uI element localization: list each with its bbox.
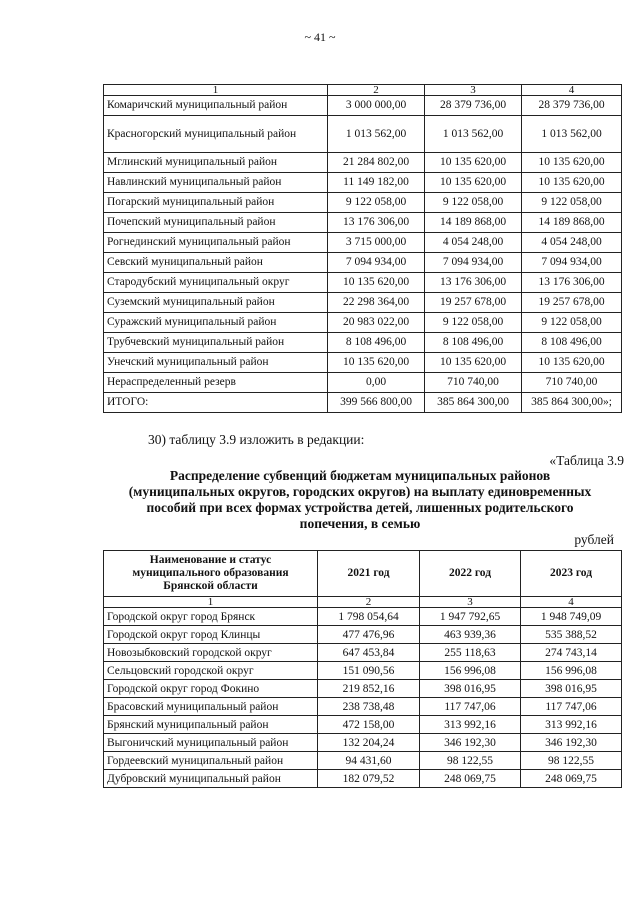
amount-cell: 477 476,96 <box>318 626 420 644</box>
amount-cell: 7 094 934,00 <box>522 253 622 273</box>
municipality-name-cell: Красногорский муниципальный район <box>104 116 328 153</box>
amount-cell: 647 453,84 <box>318 644 420 662</box>
column-number: 1 <box>104 85 328 96</box>
municipality-name-cell: Новозыбковский городской округ <box>104 644 318 662</box>
municipality-name-cell: Дубровский муниципальный район <box>104 770 318 788</box>
municipality-name-cell: Унечский муниципальный район <box>104 353 328 373</box>
column-number: 2 <box>328 85 425 96</box>
amount-cell: 219 852,16 <box>318 680 420 698</box>
table-row <box>104 662 622 680</box>
table-row <box>104 96 622 116</box>
amount-cell: 0,00 <box>328 373 425 393</box>
amount-cell: 255 118,63 <box>420 644 521 662</box>
municipality-name-cell: Почепский муниципальный район <box>104 213 328 233</box>
table-row <box>104 626 622 644</box>
amount-cell: 8 108 496,00 <box>425 333 522 353</box>
municipality-name-cell: Комаричский муниципальный район <box>104 96 328 116</box>
municipality-name-cell: Городской округ город Брянск <box>104 608 318 626</box>
table-caption: «Таблица 3.9 <box>549 453 624 468</box>
subvention-table <box>103 550 622 788</box>
amount-cell: 385 864 300,00 <box>425 393 522 413</box>
table-row <box>104 373 622 393</box>
amount-cell: 22 298 364,00 <box>328 293 425 313</box>
amount-cell: 9 122 058,00 <box>328 193 425 213</box>
amount-cell: 9 122 058,00 <box>522 313 622 333</box>
amount-cell: 1 948 749,09 <box>521 608 622 626</box>
amount-cell: 313 992,16 <box>420 716 521 734</box>
column-number-row <box>104 85 622 96</box>
amount-cell: 274 743,14 <box>521 644 622 662</box>
amount-cell: 346 192,30 <box>420 734 521 752</box>
table-row <box>104 253 622 273</box>
amount-cell: 10 135 620,00 <box>522 173 622 193</box>
amount-cell: 398 016,95 <box>420 680 521 698</box>
table-row <box>104 608 622 626</box>
table-row <box>104 680 622 698</box>
municipality-name-cell: Брянский муниципальный район <box>104 716 318 734</box>
table-row <box>104 353 622 373</box>
column-number: 3 <box>425 85 522 96</box>
column-number: 4 <box>521 597 622 608</box>
column-number: 2 <box>318 597 420 608</box>
amount-cell: 248 069,75 <box>521 770 622 788</box>
budget-table-continued <box>103 84 622 413</box>
amount-cell: 28 379 736,00 <box>425 96 522 116</box>
municipality-name-cell: Суземский муниципальный район <box>104 293 328 313</box>
municipality-name-cell: Нераспределенный резерв <box>104 373 328 393</box>
municipality-name-cell: Выгоничский муниципальный район <box>104 734 318 752</box>
amount-cell: 98 122,55 <box>420 752 521 770</box>
amount-cell: 1 798 054,64 <box>318 608 420 626</box>
amount-cell: 182 079,52 <box>318 770 420 788</box>
amount-cell: 8 108 496,00 <box>522 333 622 353</box>
amount-cell: 94 431,60 <box>318 752 420 770</box>
amount-cell: 238 738,48 <box>318 698 420 716</box>
amount-cell: 1 013 562,00 <box>328 116 425 153</box>
amount-cell: 8 108 496,00 <box>328 333 425 353</box>
municipality-name-cell: Погарский муниципальный район <box>104 193 328 213</box>
amount-cell: 399 566 800,00 <box>328 393 425 413</box>
header-row <box>104 551 622 597</box>
amount-cell: 13 176 306,00 <box>425 273 522 293</box>
amount-cell: 98 122,55 <box>521 752 622 770</box>
amount-cell: 19 257 678,00 <box>522 293 622 313</box>
table-row <box>104 293 622 313</box>
table-row <box>104 153 622 173</box>
amount-cell: 1 013 562,00 <box>425 116 522 153</box>
amount-cell: 7 094 934,00 <box>328 253 425 273</box>
amount-cell: 398 016,95 <box>521 680 622 698</box>
table-row <box>104 173 622 193</box>
amount-cell: 10 135 620,00 <box>522 153 622 173</box>
amount-cell: 10 135 620,00 <box>328 273 425 293</box>
amount-cell: 710 740,00 <box>522 373 622 393</box>
amount-cell: 1 013 562,00 <box>522 116 622 153</box>
municipality-name-cell: Городской округ город Клинцы <box>104 626 318 644</box>
table-row <box>104 644 622 662</box>
municipality-name-cell: Севский муниципальный район <box>104 253 328 273</box>
amount-cell: 313 992,16 <box>521 716 622 734</box>
page-number: ~ 41 ~ <box>304 30 336 44</box>
column-number: 3 <box>420 597 521 608</box>
amount-cell: 535 388,52 <box>521 626 622 644</box>
table-row <box>104 716 622 734</box>
municipality-name-cell: Суражский муниципальный район <box>104 313 328 333</box>
amount-cell: 156 996,08 <box>420 662 521 680</box>
amount-cell: 28 379 736,00 <box>522 96 622 116</box>
amount-cell: 248 069,75 <box>420 770 521 788</box>
amount-cell: 19 257 678,00 <box>425 293 522 313</box>
amount-cell: 385 864 300,00»; <box>522 393 622 413</box>
municipality-name-cell: Трубчевский муниципальный район <box>104 333 328 353</box>
amount-cell: 20 983 022,00 <box>328 313 425 333</box>
table-row <box>104 734 622 752</box>
amount-cell: 710 740,00 <box>425 373 522 393</box>
municipality-name-cell: Городской округ город Фокино <box>104 680 318 698</box>
amount-cell: 10 135 620,00 <box>425 153 522 173</box>
amount-cell: 9 122 058,00 <box>425 313 522 333</box>
table-row <box>104 116 622 153</box>
amount-cell: 1 947 792,65 <box>420 608 521 626</box>
amount-cell: 4 054 248,00 <box>522 233 622 253</box>
amount-cell: 10 135 620,00 <box>328 353 425 373</box>
amount-cell: 14 189 868,00 <box>425 213 522 233</box>
amount-cell: 10 135 620,00 <box>425 353 522 373</box>
amount-cell: 13 176 306,00 <box>328 213 425 233</box>
amount-cell: 13 176 306,00 <box>522 273 622 293</box>
header-year-2023: 2023 год <box>521 551 622 597</box>
table-row <box>104 213 622 233</box>
amount-cell: 3 715 000,00 <box>328 233 425 253</box>
municipality-name-cell: Навлинский муниципальный район <box>104 173 328 193</box>
table-row <box>104 233 622 253</box>
amount-cell: 4 054 248,00 <box>425 233 522 253</box>
amount-cell: 151 090,56 <box>318 662 420 680</box>
table-row <box>104 193 622 213</box>
amount-cell: 463 939,36 <box>420 626 521 644</box>
amount-cell: 10 135 620,00 <box>522 353 622 373</box>
amount-cell: 132 204,24 <box>318 734 420 752</box>
amount-cell: 21 284 802,00 <box>328 153 425 173</box>
amount-cell: 11 149 182,00 <box>328 173 425 193</box>
units-label: рублей <box>574 532 614 547</box>
amount-cell: 3 000 000,00 <box>328 96 425 116</box>
amount-cell: 117 747,06 <box>420 698 521 716</box>
header-year-2021: 2021 год <box>318 551 420 597</box>
municipality-name-cell: Гордеевский муниципальный район <box>104 752 318 770</box>
municipality-name-cell: Мглинский муниципальный район <box>104 153 328 173</box>
amount-cell: 10 135 620,00 <box>425 173 522 193</box>
column-number: 4 <box>522 85 622 96</box>
amount-cell: 117 747,06 <box>521 698 622 716</box>
table-row <box>104 770 622 788</box>
municipality-name-cell: Стародубский муниципальный округ <box>104 273 328 293</box>
municipality-name-cell: Сельцовский городской округ <box>104 662 318 680</box>
table-row <box>104 393 622 413</box>
table-title: Распределение субвенций бюджетам муниципальных районов (муниципальных округов, городских округов) на выплату единовременных пособий при всех формах устройства детей, лишенных родительского попечения, в семью <box>128 468 592 531</box>
header-municipality: Наименование и статус муниципального образования Брянской области <box>104 551 318 597</box>
amendment-paragraph: 30) таблицу 3.9 изложить в редакции: <box>148 432 365 447</box>
municipality-name-cell: ИТОГО: <box>104 393 328 413</box>
amount-cell: 346 192,30 <box>521 734 622 752</box>
table-row <box>104 752 622 770</box>
header-year-2022: 2022 год <box>420 551 521 597</box>
amount-cell: 7 094 934,00 <box>425 253 522 273</box>
amount-cell: 9 122 058,00 <box>425 193 522 213</box>
municipality-name-cell: Рогнединский муниципальный район <box>104 233 328 253</box>
amount-cell: 9 122 058,00 <box>522 193 622 213</box>
municipality-name-cell: Брасовский муниципальный район <box>104 698 318 716</box>
column-number-row <box>104 597 622 608</box>
amount-cell: 156 996,08 <box>521 662 622 680</box>
amount-cell: 14 189 868,00 <box>522 213 622 233</box>
table-row <box>104 333 622 353</box>
table-row <box>104 698 622 716</box>
column-number: 1 <box>104 597 318 608</box>
table-row <box>104 313 622 333</box>
table-row <box>104 273 622 293</box>
amount-cell: 472 158,00 <box>318 716 420 734</box>
